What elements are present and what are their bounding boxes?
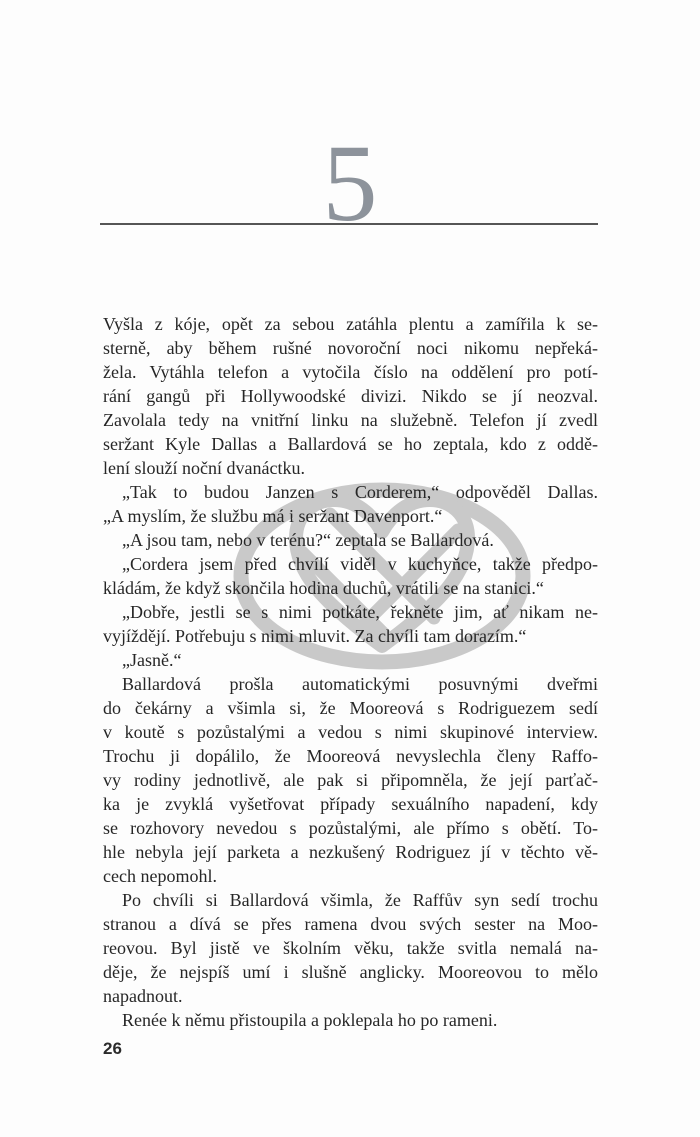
text-line: Po chvíli si Ballardová všimla, že Raffův syn sedí trochu xyxy=(122,890,598,910)
text-line: Vyšla z kóje, opět za sebou zatáhla plentu a zamířila k se- xyxy=(103,314,598,334)
text-line: „Cordera jsem před chvílí viděl v kuchyňce, takže předpo- xyxy=(122,554,598,574)
chapter-number: 5 xyxy=(322,122,378,244)
text-line: Trochu ji dopálilo, že Mooreová nevyslechla členy Raffo- xyxy=(103,746,598,766)
text-line: stranou a dívá se přes ramena dvou svých sester na Moo- xyxy=(103,914,598,934)
text-line: v koutě s pozůstalými a vedou s nimi skupinové interview. xyxy=(103,722,598,742)
text-line: „A myslím, že službu má i seržant Davenport.“ xyxy=(103,506,443,526)
text-line: kládám, že když skončila hodina duchů, vrátili se na stanici.“ xyxy=(103,578,544,598)
text-line: se rozhovory nevedou s pozůstalými, ale přímo s obětí. To- xyxy=(103,818,598,838)
text-line: Renée k němu přistoupila a poklepala ho po rameni. xyxy=(122,1010,498,1030)
text-line: vy rodiny jednotlivě, ale pak si připomněla, že její parťač- xyxy=(103,770,598,790)
body-text xyxy=(103,312,598,1032)
text-line: hle nebyla její parketa a nezkušený Rodriguez jí v těchto vě- xyxy=(103,842,598,862)
text-line: cech nepomohl. xyxy=(103,866,217,886)
text-line: „Dobře, jestli se s nimi potkáte, řekněte jim, ať nikam ne- xyxy=(122,602,598,622)
text-line: lení slouží noční dvanáctku. xyxy=(103,458,305,478)
text-line: napadnout. xyxy=(103,986,183,1006)
text-line: rání gangů při Hollywoodské divizi. Nikdo se jí neozval. xyxy=(103,386,598,406)
text-line: „A jsou tam, nebo v terénu?“ zeptala se Ballardová. xyxy=(122,530,494,550)
text-line: Ballardová prošla automatickými posuvnými dveřmi xyxy=(122,674,598,694)
text-line: vyjíždějí. Potřebuju s nimi mluvit. Za chvíli tam dorazím.“ xyxy=(103,626,527,646)
text-line: žela. Vytáhla telefon a vytočila číslo na oddělení pro potí- xyxy=(103,362,598,382)
page-number: 26 xyxy=(103,1039,122,1058)
text-line: „Tak to budou Janzen s Corderem,“ odpověděl Dallas. xyxy=(122,482,598,502)
text-line: do čekárny a všimla si, že Mooreová s Rodriguezem sedí xyxy=(103,698,598,718)
text-line: sterně, aby během rušné novoroční noci nikomu nepřeká- xyxy=(103,338,598,358)
text-line: reovou. Byl jistě ve školním věku, takže svitla nemalá na- xyxy=(103,938,598,958)
text-line: seržant Kyle Dallas a Ballardová se ho zeptala, kdo z oddě- xyxy=(103,434,598,454)
text-line: děje, že nejspíš umí i slušně anglicky. Mooreovou to mělo xyxy=(103,962,598,982)
text-line: Zavolala tedy na vnitřní linku na služebně. Telefon jí zvedl xyxy=(103,410,598,430)
text-line: ka je zvyklá vyšetřovat případy sexuálního napadení, kdy xyxy=(103,794,598,814)
text-line: „Jasně.“ xyxy=(122,650,182,670)
